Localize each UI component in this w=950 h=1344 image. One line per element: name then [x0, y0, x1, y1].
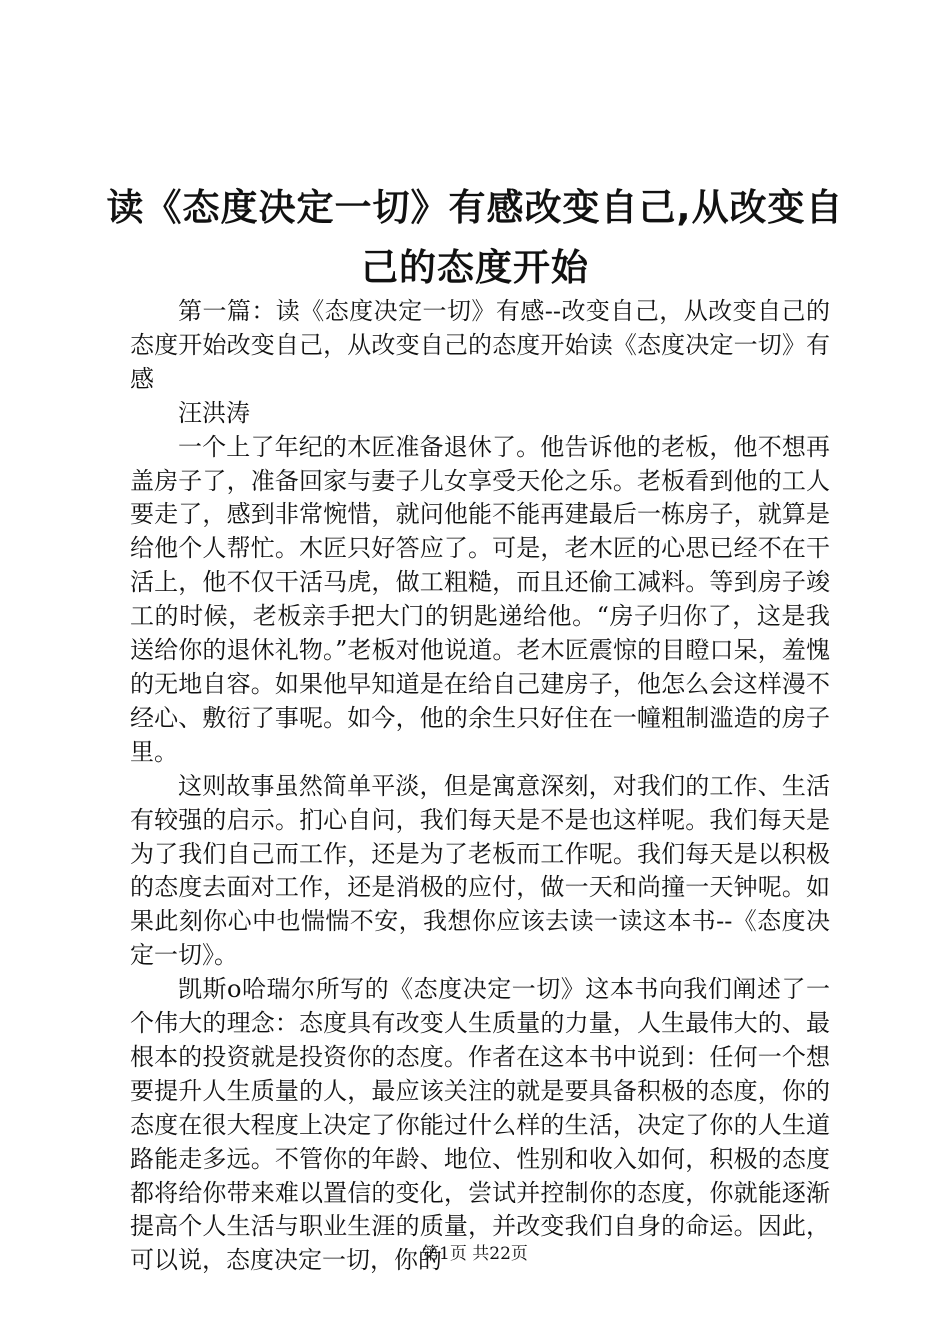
paragraph: 这则故事虽然简单平淡，但是寓意深刻，对我们的工作、生活有较强的启示。扪心自问，我们每天是不是也这样呢。我们每天是为了我们自己而工作，还是为了老板而工作呢。我们每天是以积极的态度去面对工作，还是消极的应付，做一天和尚撞一天钟呢。如果此刻你心中也惴惴不安，我想你应该去读一读这本书--《态度决定一切》。 [130, 771, 830, 970]
paragraph: 一个上了年纪的木匠准备退休了。他告诉他的老板，他不想再盖房子了，准备回家与妻子儿女享受天伦之乐。老板看到他的工人要走了，感到非常惋惜，就问他能不能再建最后一栋房子，就算是给他个人帮忙。木匠只好答应了。可是，老木匠的心思已经不在干活上，他不仅干活马虎，做工粗糙，而且还偷工减料。等到房子竣工的时候，老板亲手把大门的钥匙递给他。“房子归你了，这是我送给你的退休礼物。”老板对他说道。老木匠震惊的目瞪口呆，羞愧的无地自容。如果他早知道是在给自己建房子，他怎么会这样漫不经心、敷衍了事呢。如今，他的余生只好住在一幢粗制滥造的房子里。 [130, 432, 830, 766]
document-title: 读《态度决定一切》有感改变自己,从改变自己的态度开始 [106, 186, 844, 289]
author-name: 汪洪涛 [178, 398, 250, 427]
page-number-footer: 第1页 共22页 [422, 1244, 528, 1264]
paragraph-heading: 第一篇：读《态度决定一切》有感--改变自己，从改变自己的态度开始改变自己，从改变自己的态度开始读《态度决定一切》有感 [130, 297, 830, 393]
paragraph: 凯斯o哈瑞尔所写的《态度决定一切》这本书向我们阐述了一个伟大的理念：态度具有改变人生质量的力量，人生最伟大的、最根本的投资就是投资你的态度。作者在这本书中说到：任何一个想要提升人生质量的人，最应该关注的就是要具备积极的态度，你的态度在很大程度上决定了你能过什么样的生活，决定了你的人生道路能走多远。不管你的年龄、地位、性别和收入如何，积极的态度都将给你带来难以置信的变化，尝试并控制你的态度，你就能逐渐提高个人生活与职业生涯的质量，并改变我们自身的命运。因此，可以说，态度决定一切，你的 [130, 975, 830, 1275]
document-body [130, 295, 830, 1278]
